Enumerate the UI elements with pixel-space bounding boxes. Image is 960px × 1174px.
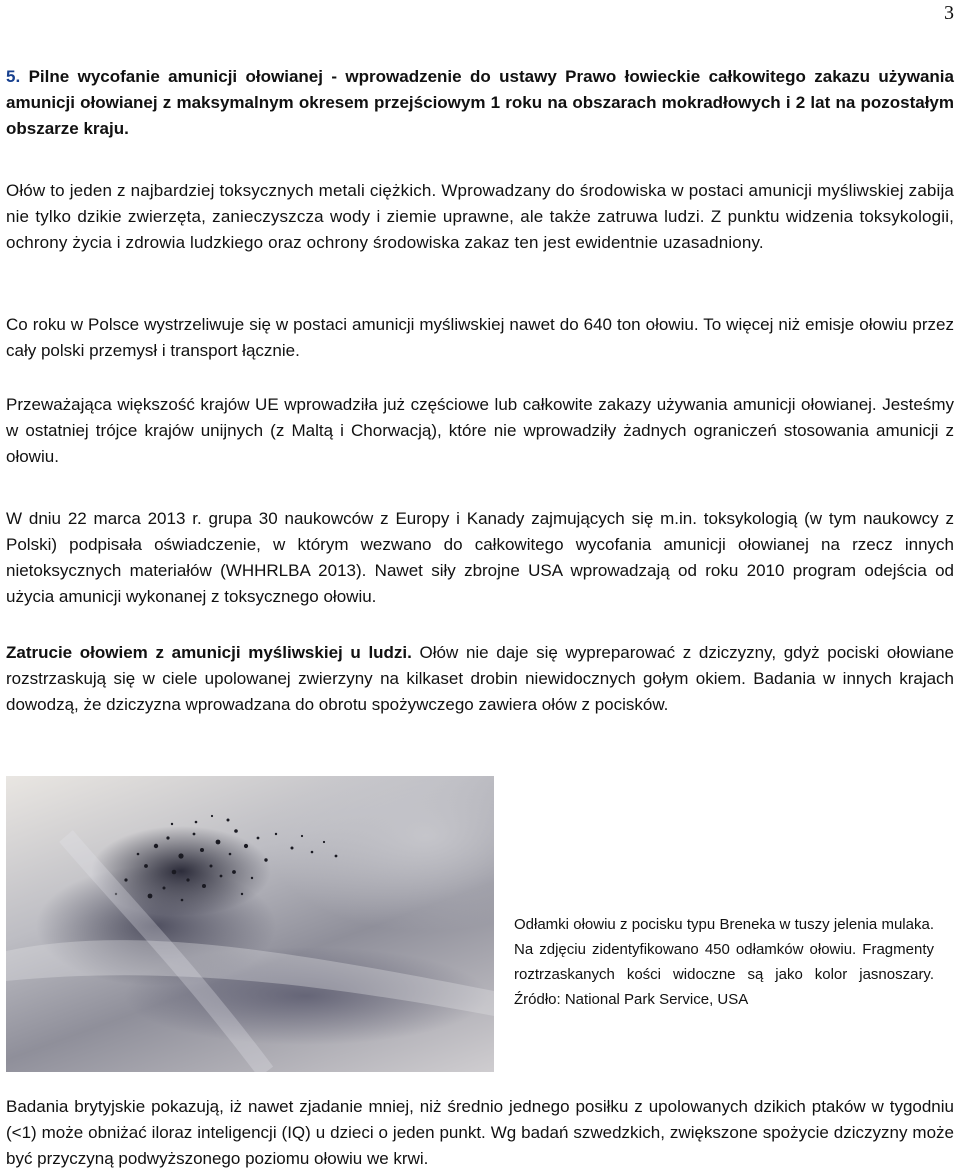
paragraph-eu-bans: Przeważająca większość krajów UE wprowadziła już częściowe lub całkowite zakazy używania amunicji ołowianej. Jesteśmy w ostatniej trójce krajów unijnych (z Maltą i Chorwacją), które nie wprowadziły żadnych ograniczeń stosowania amunicji z ołowiu. xyxy=(6,395,954,466)
page-number: 3 xyxy=(944,2,954,24)
paragraph-human-poisoning xyxy=(6,640,954,718)
paragraph-scientists-statement: W dniu 22 marca 2013 r. grupa 30 naukowców z Europy i Kanady zajmujących się m.in. toksykologią (w tym naukowcy z Polski) podpisała oświadczenie, w którym wezwano do całkowitego wycofania amunicji ołowianej na rzecz innych nietoksycznych materiałów (WHHRLBA 2013). Nawet siły zbrojne USA wprowadzają od roku 2010 program odejścia od użycia amunicji wykonanej z toksycznego ołowiu. xyxy=(6,509,954,606)
xray-image xyxy=(6,776,494,1072)
paragraph-body: Ołów nie daje się wypreparować z dziczyzny, gdyż pociski ołowiane rozstrzaskują się w ciele upolowanej zwierzyny na kilkaset drobin niewidocznych gołym okiem. Badania w innych krajach dowodzą, że dziczyzna wprowadzana do obrotu spożywczego zawiera ołów z pocisków. xyxy=(6,643,954,714)
section-number: 5. xyxy=(6,67,21,86)
paragraph-lead-toxicity: Ołów to jeden z najbardziej toksycznych metali ciężkich. Wprowadzany do środowiska w postaci amunicji myśliwskiej zabija nie tylko dzikie zwierzęta, zanieczyszcza wody i ziemie uprawne, ale także zatruwa ludzi. Z punktu widzenia toksykologii, ochrony życia i zdrowia ludzkiego oraz ochrony środowiska zakaz ten jest ewidentnie uzasadniony. xyxy=(6,181,954,252)
paragraph-annual-emission: Co roku w Polsce wystrzeliwuje się w postaci amunicji myśliwskiej nawet do 640 ton ołowiu. To więcej niż emisje ołowiu przez cały polski przemysł i transport łącznie. xyxy=(6,315,954,360)
section-heading xyxy=(6,64,954,142)
paragraph-subheading: Zatrucie ołowiem z amunicji myśliwskiej u ludzi. xyxy=(6,643,412,662)
lead-fragments-graphic xyxy=(6,776,494,1072)
figure-caption: Odłamki ołowiu z pocisku typu Breneka w tuszy jelenia mulaka. Na zdjęciu zidentyfikowano 450 odłamków ołowiu. Fragmenty roztrzaskanych kości widoczne są jako kolor jasnoszary. Źródło: National Park Service, USA xyxy=(514,916,934,1008)
paragraph-british-studies: Badania brytyjskie pokazują, iż nawet zjadanie mniej, niż średnio jednego posiłku z upolowanych dzikich ptaków w tygodniu (<1) może obniżać iloraz inteligencji (IQ) u dzieci o jeden punkt. Wg badań szwedzkich, zwiększone spożycie dziczyzny może być przyczyną podwyższonego poziomu ołowiu we krwi. xyxy=(6,1097,954,1168)
section-heading-text: Pilne wycofanie amunicji ołowianej - wprowadzenie do ustawy Prawo łowieckie całkowitego zakazu używania amunicji ołowianej z maksymalnym okresem przejściowym 1 roku na obszarach mokradłowych i 2 lat na pozostałym obszarze kraju. xyxy=(6,67,954,138)
